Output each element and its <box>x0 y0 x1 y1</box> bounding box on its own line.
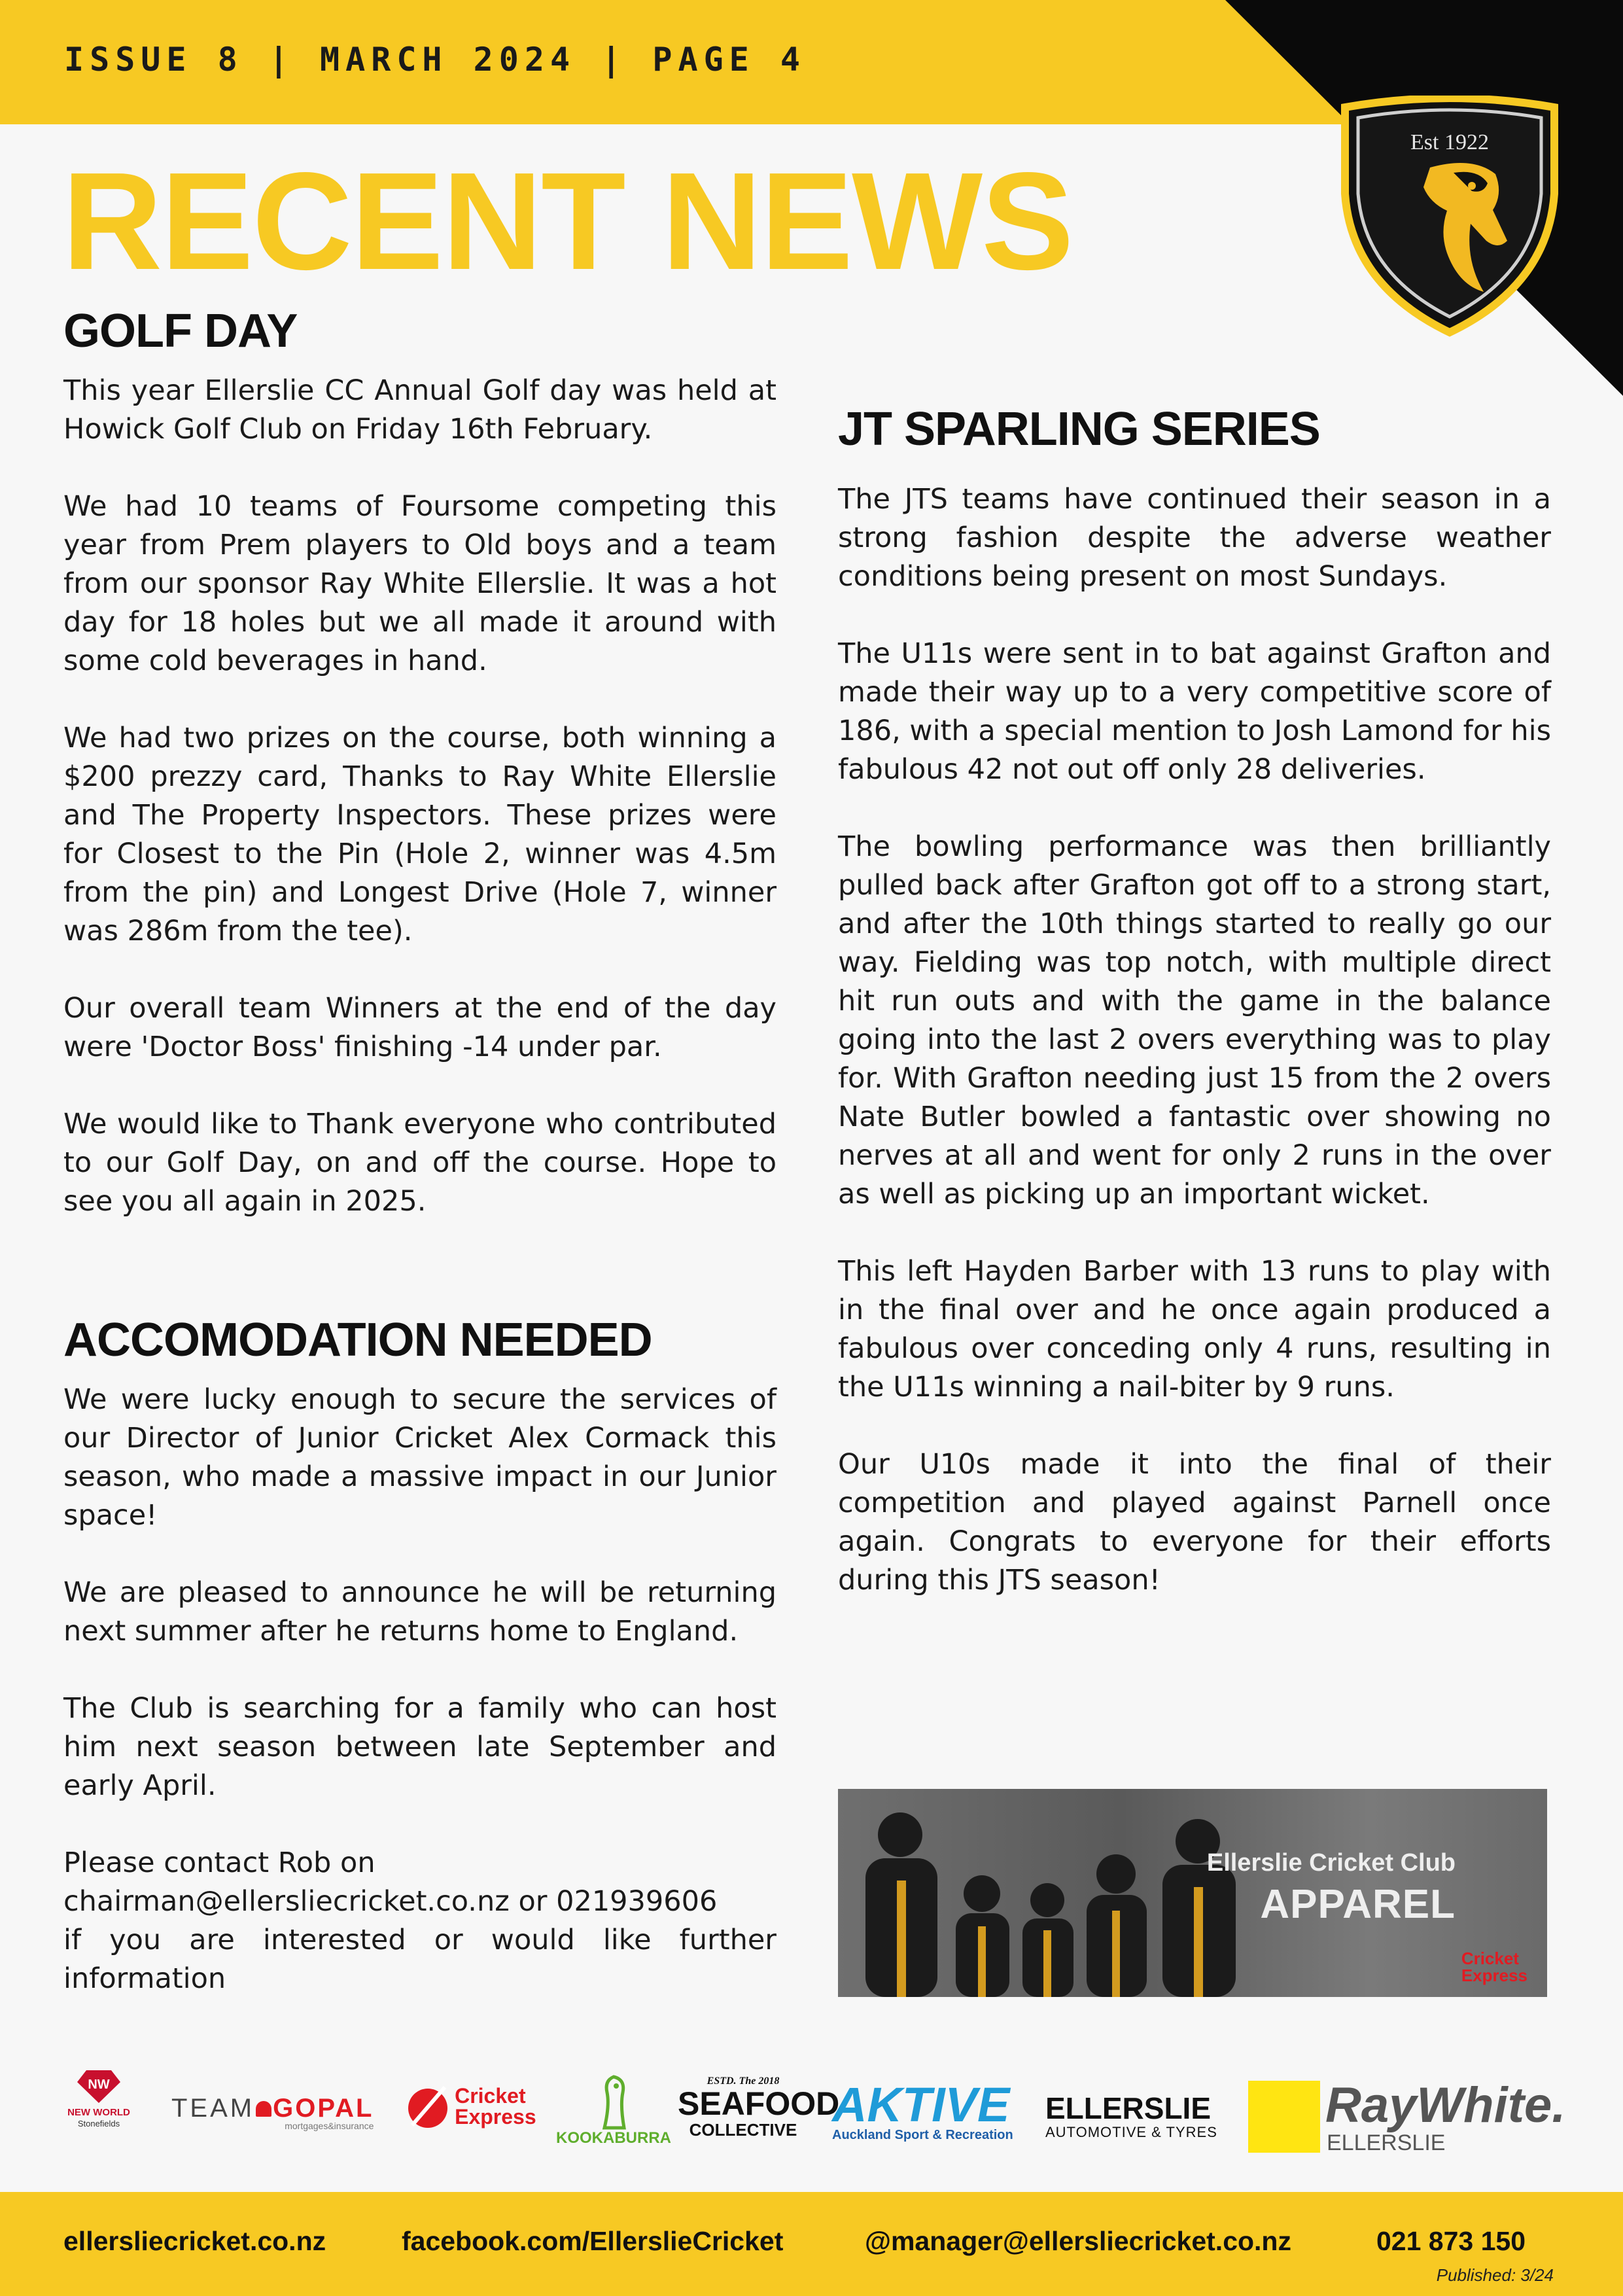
golf-paragraph: This year Ellerslie CC Annual Golf day was held at Howick Golf Club on Friday 16th February. <box>63 374 777 446</box>
jts-paragraph: The U11s were sent in to bat against Grafton and made their way up to a very competitive score of 186, with a special mention to Josh Lamond for his fabulous 42 not out off only 28 deliveries. <box>838 637 1551 786</box>
new-world-logo[interactable]: NW NEW WORLD Stonefields <box>63 2069 135 2128</box>
footer-facebook-link[interactable]: facebook.com/EllerslieCricket <box>402 2226 784 2256</box>
seafood-collective-logo[interactable]: ESTD. The 2018 SEAFOOD COLLECTIVE <box>678 2075 840 2140</box>
accommodation-paragraph: We were lucky enough to secure the services of our Director of Junior Cricket Alex Cormack this season, who made a massive impact in our Junior space! <box>63 1383 777 1532</box>
svg-text:NW: NW <box>88 2077 110 2092</box>
new-world-badge-icon <box>76 2069 122 2104</box>
golf-day-heading: GOLF DAY <box>63 305 298 357</box>
ray-white-square-icon <box>1248 2081 1320 2153</box>
kookaburra-bird-icon <box>594 2073 633 2130</box>
golf-day-article <box>63 372 777 1221</box>
contact-paragraph <box>63 1844 777 1998</box>
apparel-heading: APPAREL <box>1260 1882 1456 1927</box>
cricket-ball-icon <box>406 2082 451 2130</box>
published-date: Published: 3/24 <box>1436 2265 1554 2285</box>
contact-email-line[interactable]: chairman@ellersliecricket.co.nz or 021939606 <box>63 1885 718 1918</box>
apparel-club-name: Ellerslie Cricket Club <box>1206 1849 1456 1877</box>
ray-white-logo[interactable]: RayWhite. ELLERSLIE <box>1248 2081 1562 2153</box>
ellerslie-automotive-logo[interactable]: ELLERSLIE AUTOMOTIVE & TYRES <box>1045 2091 1217 2140</box>
cricket-express-logo[interactable]: Cricket Express <box>406 2082 536 2130</box>
contact-line: Please contact Rob on <box>63 1846 375 1879</box>
accommodation-paragraph: We are pleased to announce he will be returning next summer after he returns home to England. <box>63 1576 777 1648</box>
cricket-express-brand: Cricket Express <box>1461 1949 1527 1985</box>
apparel-banner[interactable] <box>838 1789 1547 1997</box>
golf-paragraph: We had 10 teams of Foursome competing this year from Prem players to Old boys and a team from our sponsor Ray White Ellerslie. It was a hot day for 18 holes but we all made it around with some cold beverages in hand. <box>63 490 777 677</box>
gopal-flame-icon <box>256 2101 271 2117</box>
page-title: RECENT NEWS <box>62 143 1073 298</box>
footer-email-link[interactable]: @manager@ellersliecricket.co.nz <box>865 2226 1291 2256</box>
accommodation-heading: ACCOMODATION NEEDED <box>63 1314 652 1366</box>
club-crest-icon <box>1332 96 1567 338</box>
golf-paragraph: Our overall team Winners at the end of the day were 'Doctor Boss' finishing -14 under par. <box>63 992 777 1063</box>
jts-paragraph: This left Hayden Barber with 13 runs to play with in the final over and he once again produced a fabulous over conceding only 4 runs, resulting in the U11s winning a nail-biter by 9 runs. <box>838 1255 1551 1404</box>
golf-paragraph: We had two prizes on the course, both winning a $200 prezzy card, Thanks to Ray White Ellerslie and The Property Inspectors. These prizes were for Closest to the Pin (Hole 2, winner was 4.5m from the pin) and Longest Drive (Hole 7, winner was 286m from the tee). <box>63 722 777 947</box>
jts-paragraph: Our U10s made it into the final of their competition and played against Parnell once again. Congrats to everyone for their efforts during this JTS season! <box>838 1448 1551 1597</box>
accommodation-paragraph: The Club is searching for a family who can host him next season between late September and early April. <box>63 1692 777 1802</box>
jts-heading: JT SPARLING SERIES <box>838 403 1320 455</box>
accommodation-article <box>63 1381 777 1998</box>
jts-paragraph: The bowling performance was then brilliantly pulled back after Grafton got off to a strong start, and after the 10th things started to really go our way. Fielding was top notch, with multiple direct hit run outs and with the game in the balance going into the last 2 overs everything was to play for. With Grafton needing just 15 from the 2 overs Nate Butler bowled a fantastic over showing no nerves at all and went for only 2 runs in the over as well as picking up an important wicket. <box>838 830 1551 1210</box>
footer-website-link[interactable]: ellersliecricket.co.nz <box>63 2226 326 2256</box>
golf-paragraph: We would like to Thank everyone who contributed to our Golf Day, on and off the course. Hope to see you all again in 2025. <box>63 1108 777 1218</box>
team-gopal-logo[interactable]: TEAM GOPAL mortgages&insurance <box>171 2094 374 2131</box>
apparel-title <box>1207 1849 1456 1928</box>
jts-paragraph: The JTS teams have continued their season in a strong fashion despite the adverse weather conditions being present on most Sundays. <box>838 483 1551 593</box>
issue-line: ISSUE 8 | MARCH 2024 | PAGE 4 <box>64 41 806 79</box>
kookaburra-logo[interactable]: KOOKABURRA <box>555 2073 672 2147</box>
contact-line: if you are interested or would like further information <box>63 1924 777 1995</box>
jts-article <box>838 480 1551 1600</box>
aktive-logo[interactable]: AKTIVE Auckland Sport & Recreation <box>832 2077 1013 2142</box>
sponsor-logos <box>0 2061 1623 2159</box>
crest-year: Est 1922 <box>1410 130 1489 154</box>
footer-phone[interactable]: 021 873 150 <box>1376 2226 1526 2256</box>
